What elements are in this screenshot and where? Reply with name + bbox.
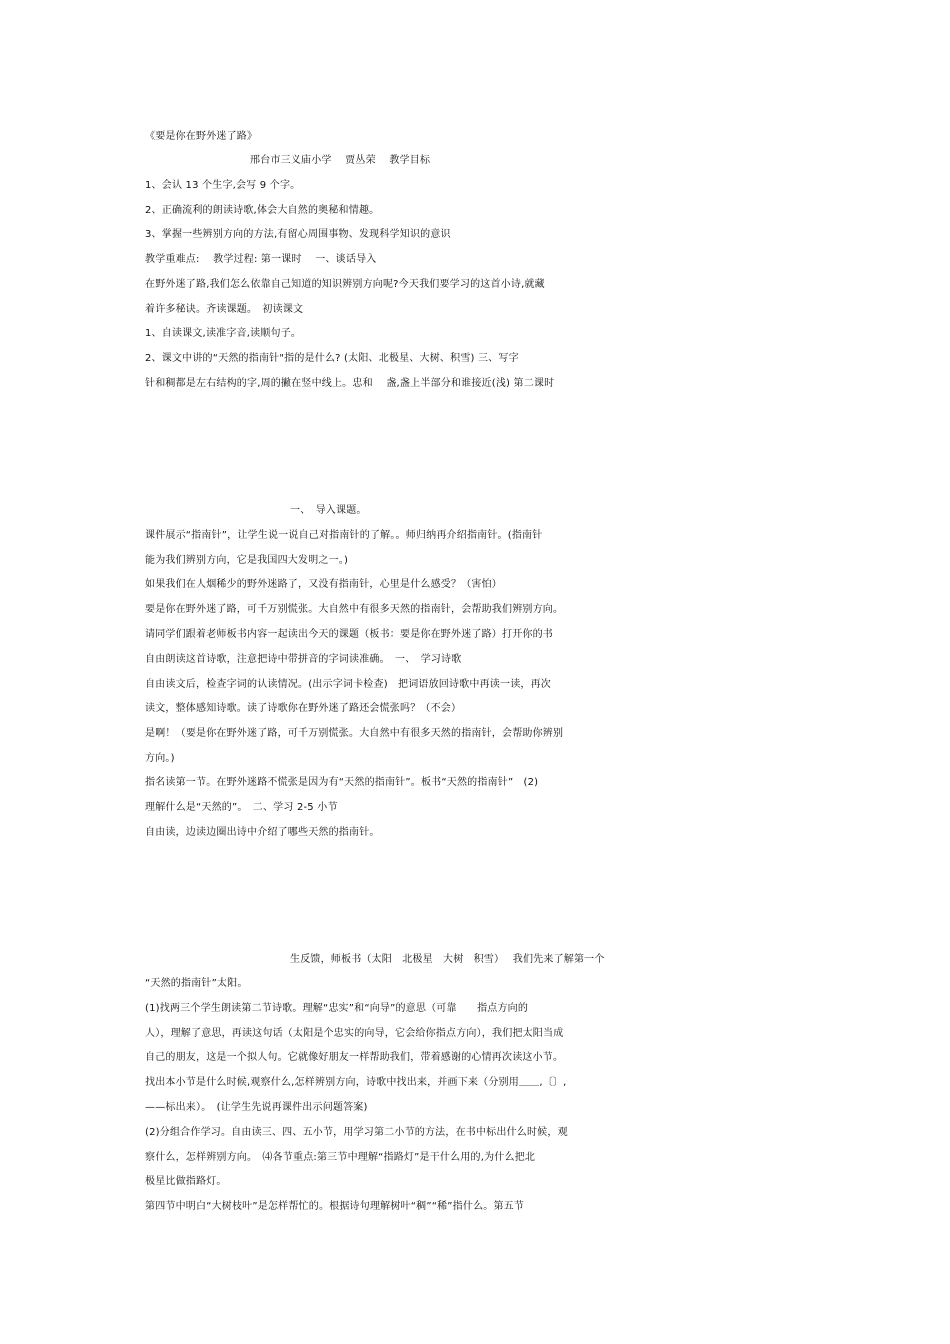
intro-paragraph-line-1: 在野外迷了路,我们怎么依靠自己知道的知识辨别方向呢?今天我们要学习的这首小诗,就藏 bbox=[145, 279, 545, 290]
writing-note: 针和稠都是左右结构的字,周的撇在竖中线上。忠和 盏,盏上半部分和谁接近(浅) 第二课时 bbox=[145, 378, 555, 389]
focus-line: 教学重难点: 教学过程: 第一课时 一、谈话导入 bbox=[145, 254, 377, 265]
reading-step-1: 1、自读课文,读准字音,读顺句子。 bbox=[145, 328, 302, 339]
paragraph-line: 读文，整体感知诗歌。读了诗歌你在野外迷了路还会慌张吗？（不会） bbox=[145, 703, 462, 714]
paragraph-line: 要是你在野外迷了路，可千万别慌张。大自然中有很多天然的指南针，会帮助我们辨别方向。 bbox=[145, 604, 564, 615]
feedback-line: “天然的指南针”太阳。 bbox=[145, 978, 248, 989]
paragraph-line: 指名读第一节。在野外迷路不慌张是因为有“天然的指南针”。板书“天然的指南针” (2) bbox=[145, 777, 539, 788]
paragraph-line: 如果我们在人烟稀少的野外迷路了，又没有指南针，心里是什么感受？（害怕） bbox=[145, 579, 502, 590]
goal-item-2: 2、正确流利的朗读诗歌,体会大自然的奥秘和情趣。 bbox=[145, 205, 380, 216]
paragraph-line: 极星比做指路灯。 bbox=[145, 1176, 227, 1187]
paragraph-line: 找出本小节是什么时候,观察什么,怎样辨别方向，诗歌中找出来，并画下来（分别用＿＿,〔〕, bbox=[145, 1077, 567, 1088]
goal-item-3: 3、掌握一些辨别方向的方法,有留心周围事物、发现科学知识的意识 bbox=[145, 229, 451, 240]
paragraph-line: 能为我们辨别方向，它是我国四大发明之一。) bbox=[145, 555, 349, 566]
paragraph-line: 请同学们跟着老师板书内容一起读出今天的课题（板书：要是你在野外迷了路）打开你的书 bbox=[145, 629, 553, 640]
reading-step-2: 2、课文中讲的“天然的指南针"指的是什么? (太阳、北极星、大树、积雪) 三、写字 bbox=[145, 353, 519, 364]
paragraph-line: 自由读文后，检查字词的认读情况。(出示字词卡检查) 把词语放回诗歌中再读一读，再次 bbox=[145, 679, 552, 690]
paragraph-line: (1)找两三个学生朗读第二节诗歌。理解“忠实”和“向导”的意思（可靠 指点方向的 bbox=[145, 1003, 529, 1014]
paragraph-line: 自己的朋友，这是一个拟人句。它就像好朋友一样帮助我们，带着感谢的心情再次读这小节。 bbox=[145, 1052, 564, 1063]
paragraph-line: 课件展示“指南针”，让学生说一说自己对指南针的了解。。师归纳再介绍指南针。(指南针 bbox=[145, 530, 543, 541]
document-title: 《要是你在野外迷了路》 bbox=[145, 131, 258, 142]
paragraph-line: 方向。) bbox=[145, 753, 175, 764]
section-heading-intro: 一、 导入课题。 bbox=[290, 505, 367, 516]
paragraph-line: 第四节中明白“大树枝叶”是怎样帮忙的。根据诗句理解树叶“稠”“稀”指什么。第五节 bbox=[145, 1201, 525, 1212]
feedback-line: 生反馈，师板书（太阳 北极星 大树 积雪） 我们先来了解第一个 bbox=[290, 954, 605, 965]
paragraph-line: 自由朗读这首诗歌，注意把诗中带拼音的字词读准确。 一、 学习诗歌 bbox=[145, 654, 462, 665]
paragraph-line: 自由读，边读边圈出诗中介绍了哪些天然的指南针。 bbox=[145, 827, 380, 838]
paragraph-line: (2)分组合作学习。自由读三、四、五小节，用学习第二小节的方法，在书中标出什么时候，观 bbox=[145, 1127, 568, 1138]
paragraph-line: 察什么，怎样辨别方向。 ⑷各节重点:第三节中理解“指路灯”是干什么用的,为什么把北 bbox=[145, 1152, 536, 1163]
paragraph-line: ——标出来）。 (让学生先说再课件出示问题答案) bbox=[145, 1102, 368, 1113]
paragraph-line: 人），理解了意思，再读这句话（太阳是个忠实的向导，它会给你指点方向），我们把太阳当成 bbox=[145, 1028, 564, 1039]
author-line: 邢台市三义庙小学 贾丛荣 教学目标 bbox=[250, 155, 431, 166]
goal-item-1: 1、会认 13 个生字,会写 9 个字。 bbox=[145, 180, 301, 191]
intro-paragraph-line-2: 着许多秘诀。齐读课题。 初读课文 bbox=[145, 304, 304, 315]
paragraph-line: 是啊！（要是你在野外迷了路，可千万别慌张。大自然中有很多天然的指南针，会帮助你辨别 bbox=[145, 728, 564, 739]
paragraph-line: 理解什么是“天然的”。 二、学习 2-5 小节 bbox=[145, 802, 338, 813]
